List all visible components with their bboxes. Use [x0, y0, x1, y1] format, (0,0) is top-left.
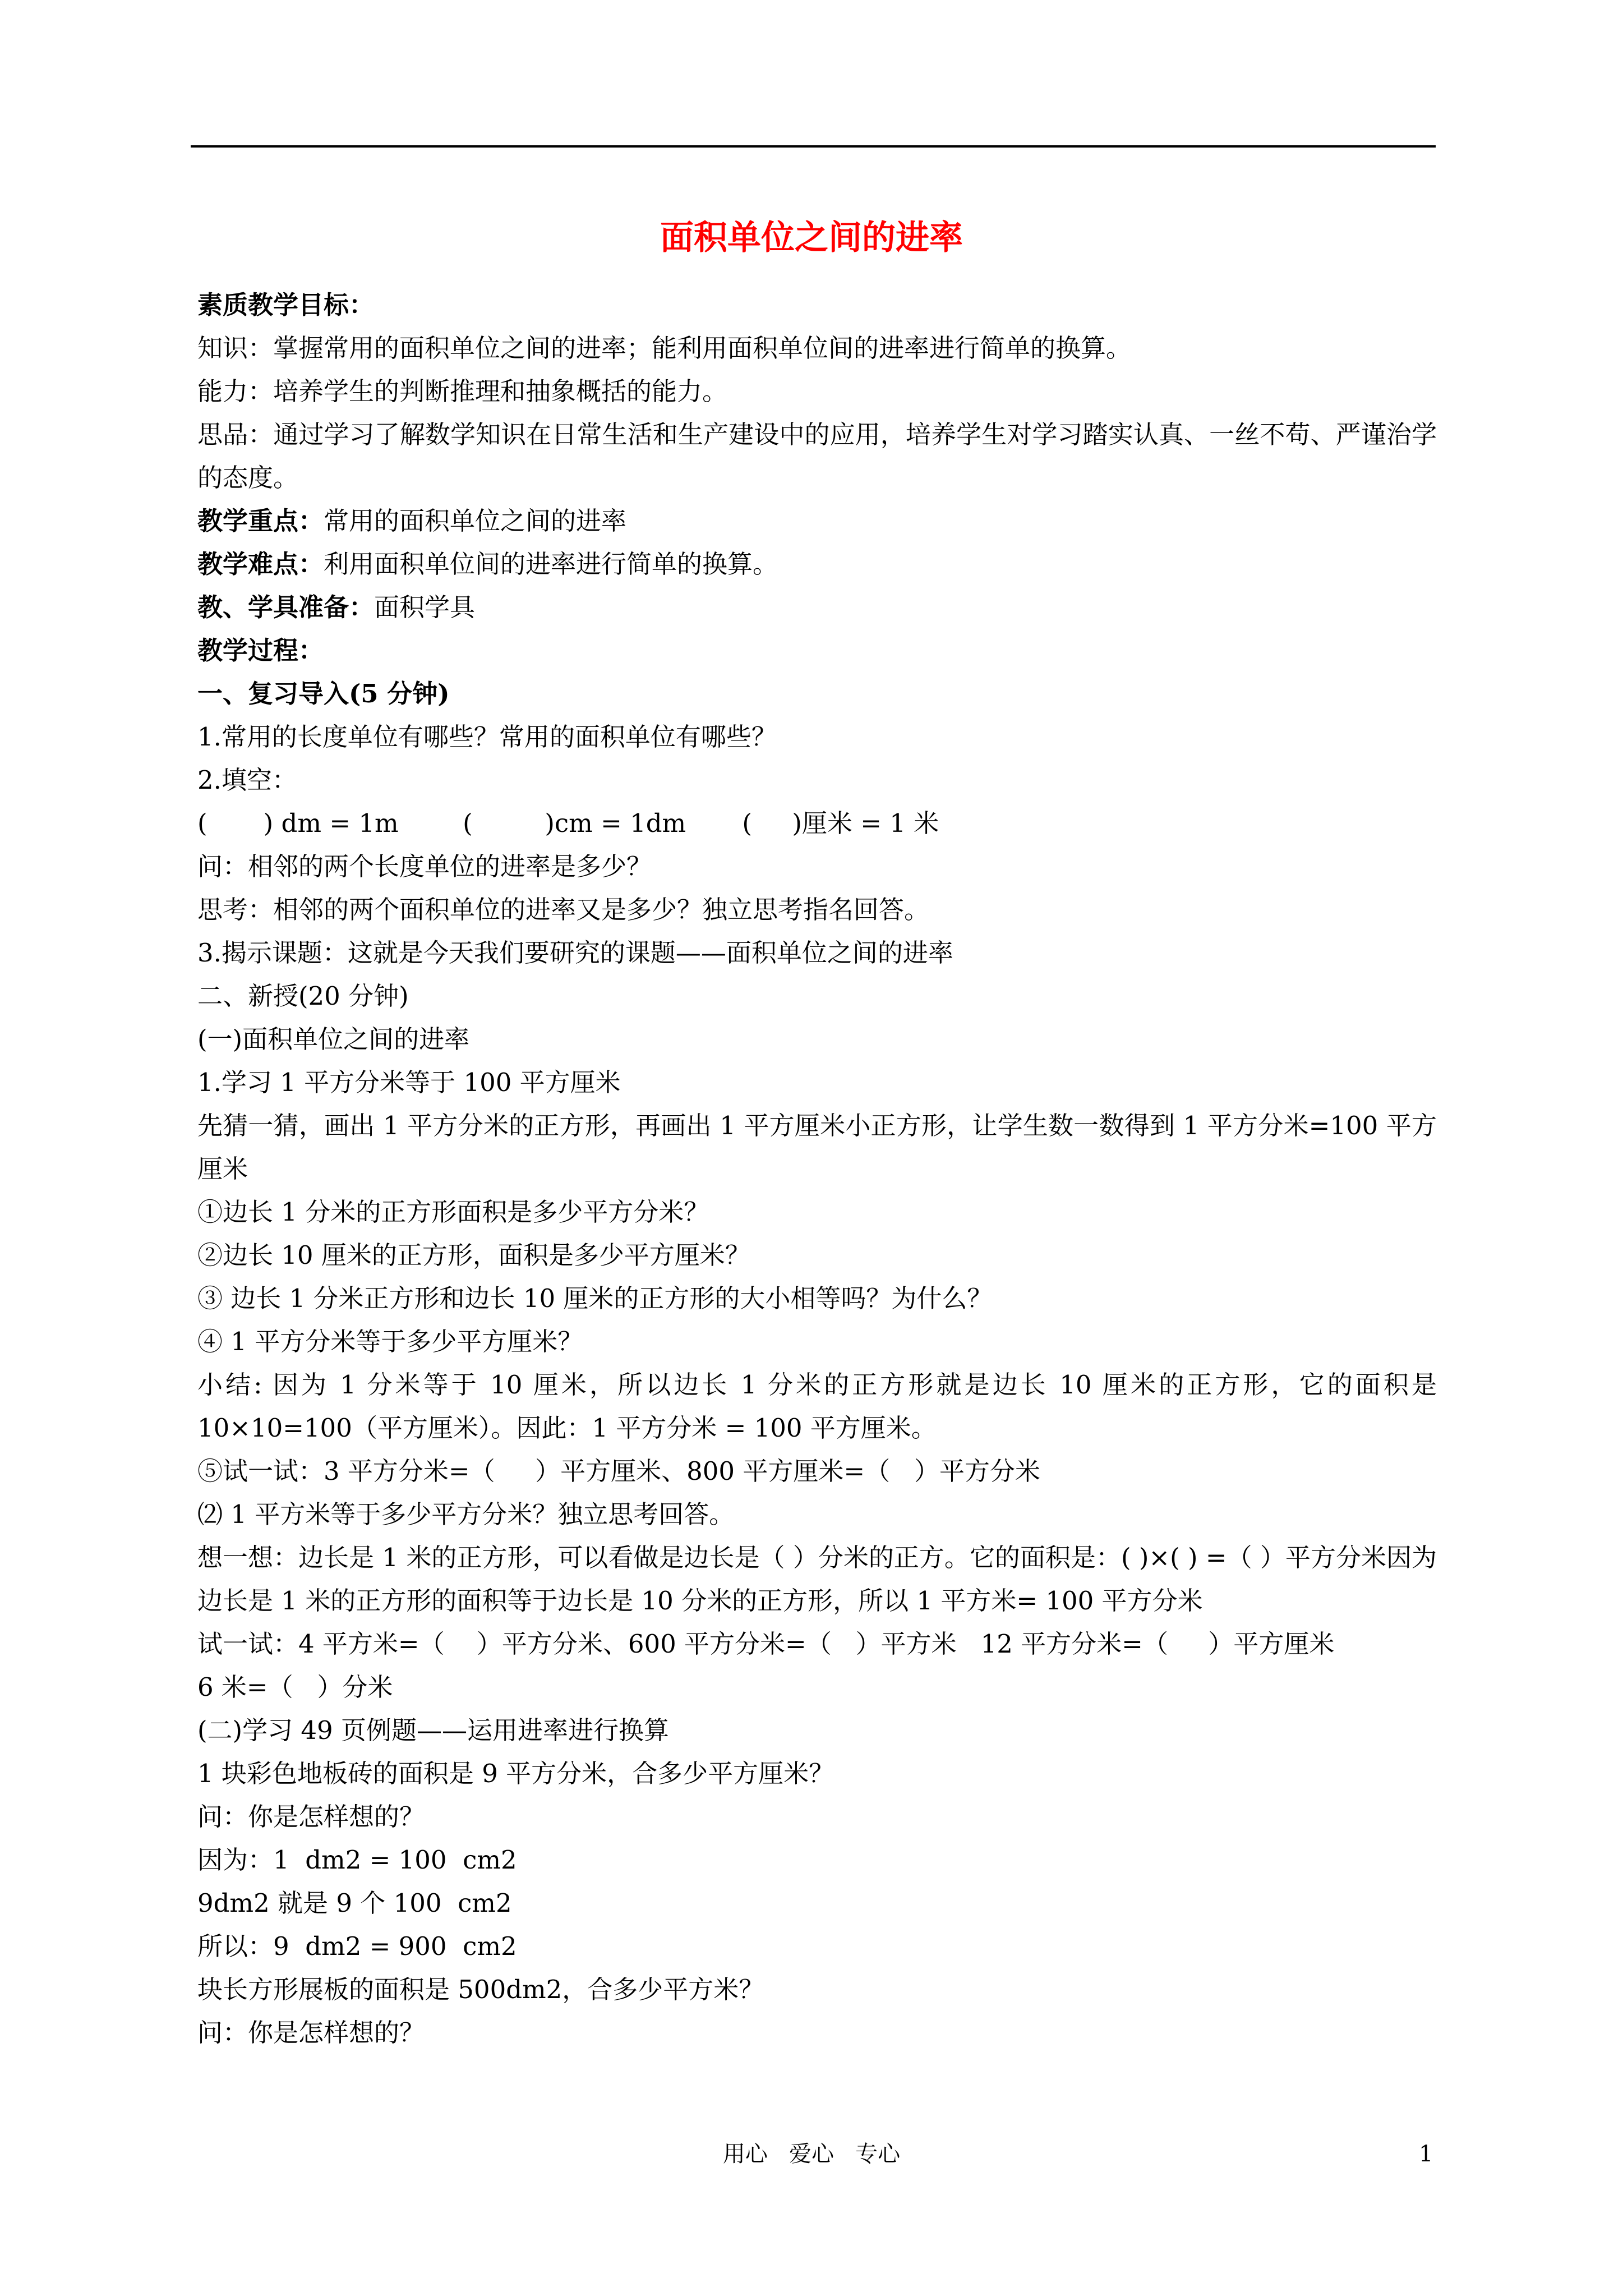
review-reveal: 3.揭示课题：这就是今天我们要研究的课题——面积单位之间的进率 — [197, 938, 953, 968]
footer-motto: 用心 爱心 专心 — [722, 2141, 901, 2167]
example-1-because: 因为：1 dm2 = 100 cm2 — [197, 1845, 517, 1875]
prep-text: 面积学具 — [374, 592, 476, 622]
difficulty — [197, 542, 1437, 586]
goal-ability: 能力：培养学生的判断推理和抽象概括的能力。 — [197, 376, 728, 406]
goals-heading: 素质教学目标： — [197, 290, 375, 320]
goal-knowledge: 知识：掌握常用的面积单位之间的进率；能利用面积单位间的进率进行简单的换算。 — [197, 333, 1132, 363]
document-body — [197, 283, 1437, 2054]
example-2: 块长方形展板的面积是 500dm2，合多少平方米？ — [197, 1975, 764, 2004]
example-2-ask: 问：你是怎样想的？ — [197, 2018, 425, 2047]
page-number: 1 — [1419, 2141, 1433, 2167]
question-5: ⑤试一试：3 平方分米=（ ）平方厘米、800 平方厘米=（ ）平方分米 — [197, 1456, 1040, 1486]
new-lesson-sub2: (二)学习 49 页例题——运用进率进行换算 — [197, 1715, 669, 1745]
question-2: ②边长 10 厘米的正方形，面积是多少平方厘米？ — [197, 1240, 750, 1270]
process-heading: 教学过程： — [197, 636, 324, 665]
key-point — [197, 499, 1437, 542]
review-heading: 一、复习导入(5 分钟) — [197, 679, 450, 708]
prep — [197, 586, 1437, 629]
example-1-nine: 9dm2 就是 9 个 100 cm2 — [197, 1888, 512, 1918]
key-point-label: 教学重点： — [197, 506, 324, 536]
try-it-a: 试一试：4 平方米=（ ）平方分米、600 平方分米=（ ）平方米 12 平方分米=（ ）平方厘米 — [197, 1629, 1335, 1659]
header-rule — [191, 145, 1436, 148]
review-think: 思考：相邻的两个面积单位的进率又是多少？独立思考指名回答。 — [197, 895, 930, 924]
new-lesson-guess: 先猜一猜，画出 1 平方分米的正方形，再画出 1 平方厘米小正方形，让学生数一数得到 1 平方分米=100 平方厘米 — [197, 1111, 1437, 1184]
example-1-so: 所以：9 dm2 = 900 cm2 — [197, 1931, 517, 1961]
example-1: 1 块彩色地板砖的面积是 9 平方分米，合多少平方厘米？ — [197, 1759, 834, 1788]
part-2-question: ⑵ 1 平方米等于多少平方分米？独立思考回答。 — [197, 1499, 735, 1529]
prep-label: 教、学具准备： — [197, 592, 375, 622]
think-it-over: 想一想：边长是 1 米的正方形，可以看做是边长是（ ）分米的正方。它的面积是：( )×( ) =（ ）平方分米因为边长是 1 米的正方形的面积等于边长是 10 分米的正方形，所以 1 平方米= 100 平方分米 — [197, 1543, 1437, 1616]
new-lesson-sub1: (一)面积单位之间的进率 — [197, 1024, 470, 1054]
difficulty-text: 利用面积单位间的进率进行简单的换算。 — [324, 549, 778, 579]
example-1-ask: 问：你是怎样想的？ — [197, 1802, 425, 1832]
summary: 小结: 因为 1 分米等于 10 厘米，所以边长 1 分米的正方形就是边长 10 厘米的正方形，它的面积是 10×10=100（平方厘米）。因此：1 平方分米 = 100 平方厘米。 — [197, 1370, 1437, 1443]
difficulty-label: 教学难点： — [197, 549, 324, 579]
try-it-b: 6 米=（ ）分米 — [197, 1672, 393, 1702]
new-lesson-learn1: 1.学习 1 平方分米等于 100 平方厘米 — [197, 1068, 621, 1097]
new-lesson-heading: 二、新授(20 分钟) — [197, 981, 409, 1011]
question-1: ①边长 1 分米的正方形面积是多少平方分米？ — [197, 1197, 709, 1227]
goal-character: 思品：通过学习了解数学知识在日常生活和生产建设中的应用，培养学生对学习踏实认真、一丝不苟、严谨治学的态度。 — [197, 420, 1437, 493]
question-4: ④ 1 平方分米等于多少平方厘米？ — [197, 1327, 583, 1356]
question-3: ③ 边长 1 分米正方形和边长 10 厘米的正方形的大小相等吗？为什么？ — [197, 1283, 993, 1313]
document-title: 面积单位之间的进率 — [660, 218, 963, 257]
key-point-text: 常用的面积单位之间的进率 — [324, 506, 627, 536]
review-fill-blanks: ( ) dm = 1m ( )cm = 1dm ( )厘米 = 1 米 — [197, 808, 939, 838]
review-ask: 问：相邻的两个长度单位的进率是多少？ — [197, 852, 652, 881]
review-q1: 1.常用的长度单位有哪些？常用的面积单位有哪些？ — [197, 722, 777, 752]
review-q2: 2.填空： — [197, 765, 297, 795]
